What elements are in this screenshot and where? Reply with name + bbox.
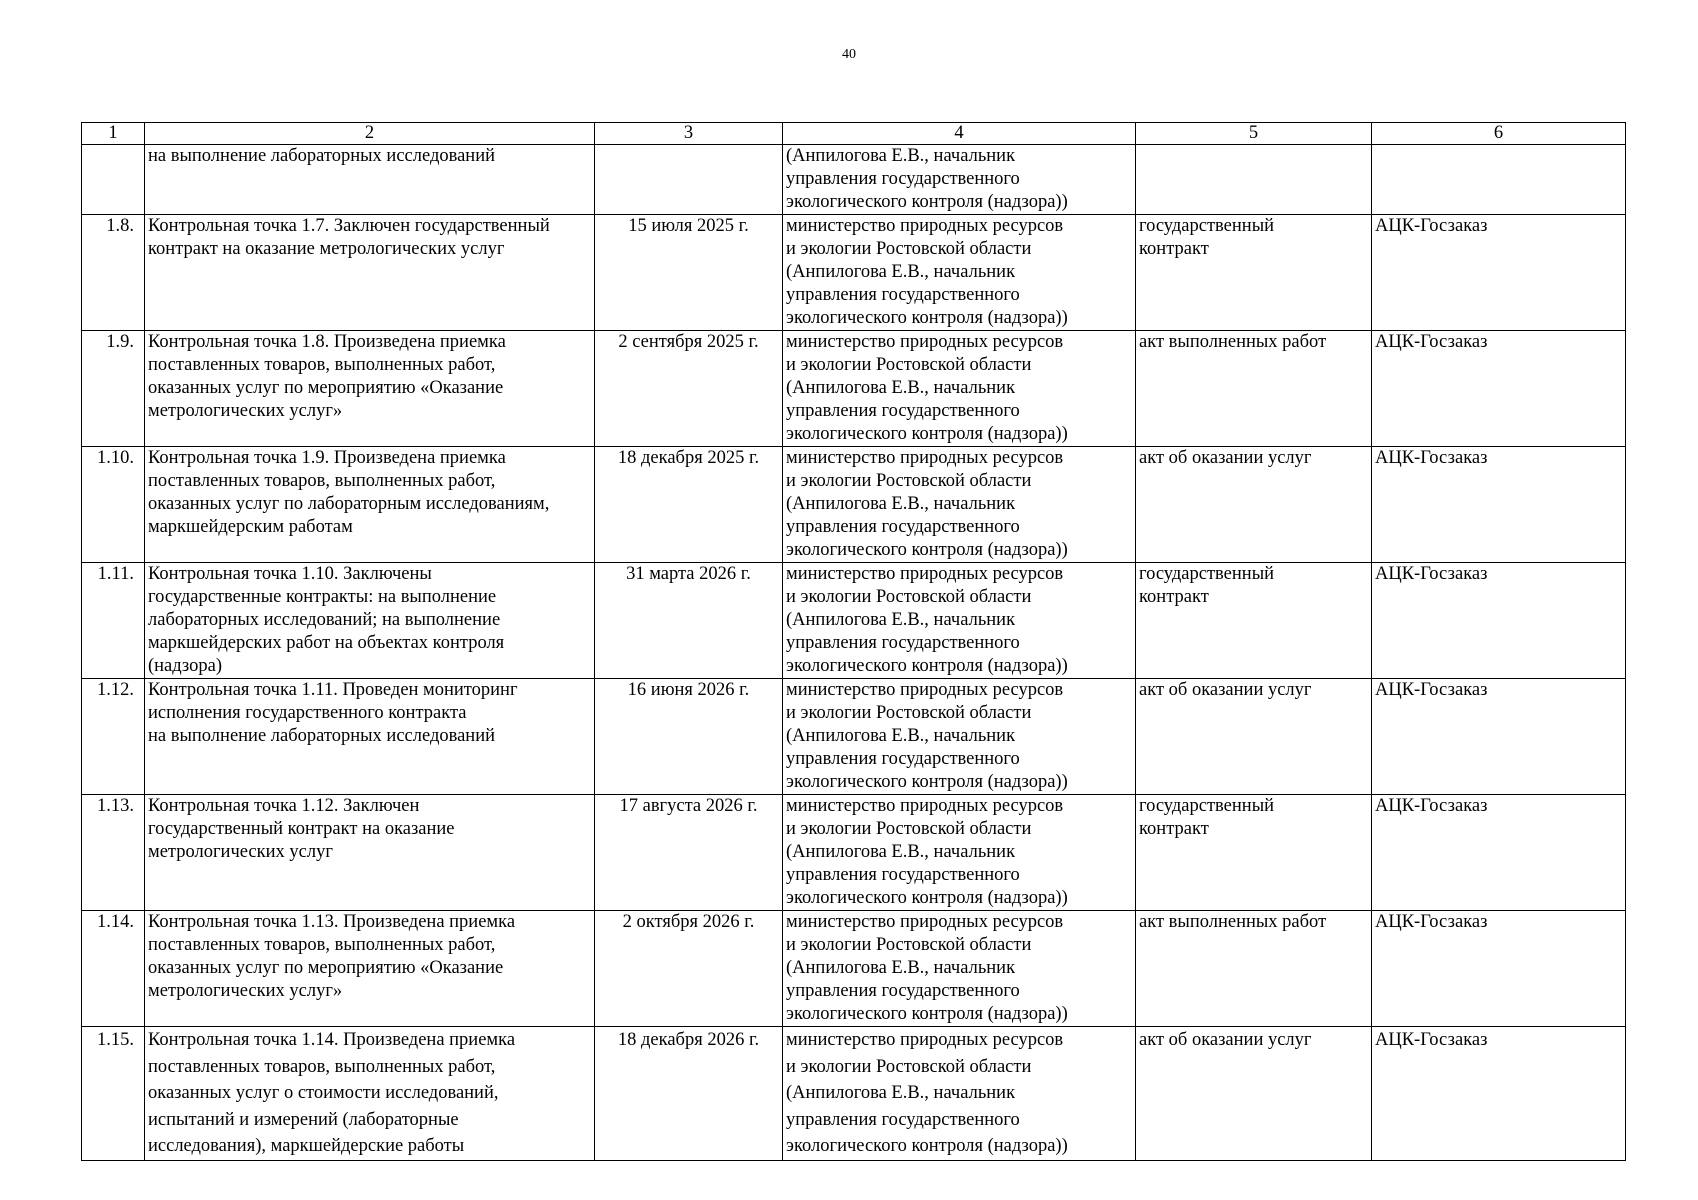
system-cell: АЦК-Госзаказ: [1372, 795, 1626, 911]
responsible-cell: министерство природных ресурсов и экологии Ростовской области (Анпилогова Е.В., начальник управления государственного экологического контроля (надзора)): [783, 563, 1136, 679]
system-cell: АЦК-Госзаказ: [1372, 563, 1626, 679]
responsible-cell: министерство природных ресурсов и экологии Ростовской области (Анпилогова Е.В., начальник управления государственного экологического контроля (надзора)): [783, 679, 1136, 795]
date-cell: 2 сентября 2025 г.: [595, 331, 783, 447]
date-cell: 18 декабря 2025 г.: [595, 447, 783, 563]
row-number: 1.9.: [82, 331, 145, 447]
document-cell: акт об оказании услуг: [1136, 447, 1372, 563]
row-number: 1.14.: [82, 911, 145, 1027]
table-row: [82, 331, 1626, 447]
date-cell: [595, 145, 783, 215]
page-number: 40: [842, 47, 856, 62]
column-header: 4: [783, 123, 1136, 145]
event-cell: Контрольная точка 1.10. Заключены государственные контракты: на выполнение лабораторных исследований; на выполнение маркшейдерских работ на объектах контроля (надзора): [145, 563, 595, 679]
system-cell: АЦК-Госзаказ: [1372, 911, 1626, 1027]
control-points-table: [81, 122, 1626, 1161]
table-row: [82, 145, 1626, 215]
table-row: [82, 1027, 1626, 1161]
event-cell: Контрольная точка 1.12. Заключен государственный контракт на оказание метрологических услуг: [145, 795, 595, 911]
system-cell: АЦК-Госзаказ: [1372, 215, 1626, 331]
event-cell: на выполнение лабораторных исследований: [145, 145, 595, 215]
column-header: 6: [1372, 123, 1626, 145]
column-header: 1: [82, 123, 145, 145]
row-number: 1.10.: [82, 447, 145, 563]
responsible-cell: министерство природных ресурсов и экологии Ростовской области (Анпилогова Е.В., начальник управления государственного экологического контроля (надзора)): [783, 1027, 1136, 1161]
document-cell: государственный контракт: [1136, 563, 1372, 679]
date-cell: 2 октября 2026 г.: [595, 911, 783, 1027]
event-cell: Контрольная точка 1.7. Заключен государственный контракт на оказание метрологических услуг: [145, 215, 595, 331]
row-number: 1.13.: [82, 795, 145, 911]
row-number: 1.12.: [82, 679, 145, 795]
column-header: 5: [1136, 123, 1372, 145]
system-cell: АЦК-Госзаказ: [1372, 1027, 1626, 1161]
event-cell: Контрольная точка 1.8. Произведена приемка поставленных товаров, выполненных работ, оказанных услуг по мероприятию «Оказание метрологических услуг»: [145, 331, 595, 447]
document-cell: акт об оказании услуг: [1136, 679, 1372, 795]
table-row: [82, 563, 1626, 679]
table-row: [82, 795, 1626, 911]
column-header: 3: [595, 123, 783, 145]
system-cell: АЦК-Госзаказ: [1372, 447, 1626, 563]
document-cell: [1136, 145, 1372, 215]
responsible-cell: министерство природных ресурсов и экологии Ростовской области (Анпилогова Е.В., начальник управления государственного экологического контроля (надзора)): [783, 447, 1136, 563]
date-cell: 15 июля 2025 г.: [595, 215, 783, 331]
table-row: [82, 447, 1626, 563]
table-row: [82, 911, 1626, 1027]
responsible-cell: министерство природных ресурсов и экологии Ростовской области (Анпилогова Е.В., начальник управления государственного экологического контроля (надзора)): [783, 215, 1136, 331]
event-cell: Контрольная точка 1.13. Произведена приемка поставленных товаров, выполненных работ, оказанных услуг по мероприятию «Оказание метрологических услуг»: [145, 911, 595, 1027]
event-cell: Контрольная точка 1.11. Проведен мониторинг исполнения государственного контракта на выполнение лабораторных исследований: [145, 679, 595, 795]
row-number: 1.15.: [82, 1027, 145, 1161]
responsible-cell: министерство природных ресурсов и экологии Ростовской области (Анпилогова Е.В., начальник управления государственного экологического контроля (надзора)): [783, 331, 1136, 447]
column-header: 2: [145, 123, 595, 145]
responsible-cell: министерство природных ресурсов и экологии Ростовской области (Анпилогова Е.В., начальник управления государственного экологического контроля (надзора)): [783, 911, 1136, 1027]
system-cell: АЦК-Госзаказ: [1372, 331, 1626, 447]
document-cell: акт выполненных работ: [1136, 911, 1372, 1027]
table-row: [82, 215, 1626, 331]
event-cell: Контрольная точка 1.9. Произведена приемка поставленных товаров, выполненных работ, оказанных услуг по лабораторным исследованиям, маркшейдерским работам: [145, 447, 595, 563]
document-cell: государственный контракт: [1136, 795, 1372, 911]
responsible-cell: министерство природных ресурсов и экологии Ростовской области (Анпилогова Е.В., начальник управления государственного экологического контроля (надзора)): [783, 795, 1136, 911]
table-header-row: [82, 123, 1626, 145]
event-cell: Контрольная точка 1.14. Произведена приемка поставленных товаров, выполненных работ, оказанных услуг о стоимости исследований, испытаний и измерений (лабораторные исследования), маркшейдерские работы: [145, 1027, 595, 1161]
document-cell: акт об оказании услуг: [1136, 1027, 1372, 1161]
system-cell: АЦК-Госзаказ: [1372, 679, 1626, 795]
document-cell: акт выполненных работ: [1136, 331, 1372, 447]
date-cell: 18 декабря 2026 г.: [595, 1027, 783, 1161]
date-cell: 17 августа 2026 г.: [595, 795, 783, 911]
row-number: [82, 145, 145, 215]
system-cell: [1372, 145, 1626, 215]
date-cell: 31 марта 2026 г.: [595, 563, 783, 679]
document-cell: государственный контракт: [1136, 215, 1372, 331]
date-cell: 16 июня 2026 г.: [595, 679, 783, 795]
row-number: 1.11.: [82, 563, 145, 679]
table-row: [82, 679, 1626, 795]
responsible-cell: (Анпилогова Е.В., начальник управления государственного экологического контроля (надзора)): [783, 145, 1136, 215]
row-number: 1.8.: [82, 215, 145, 331]
